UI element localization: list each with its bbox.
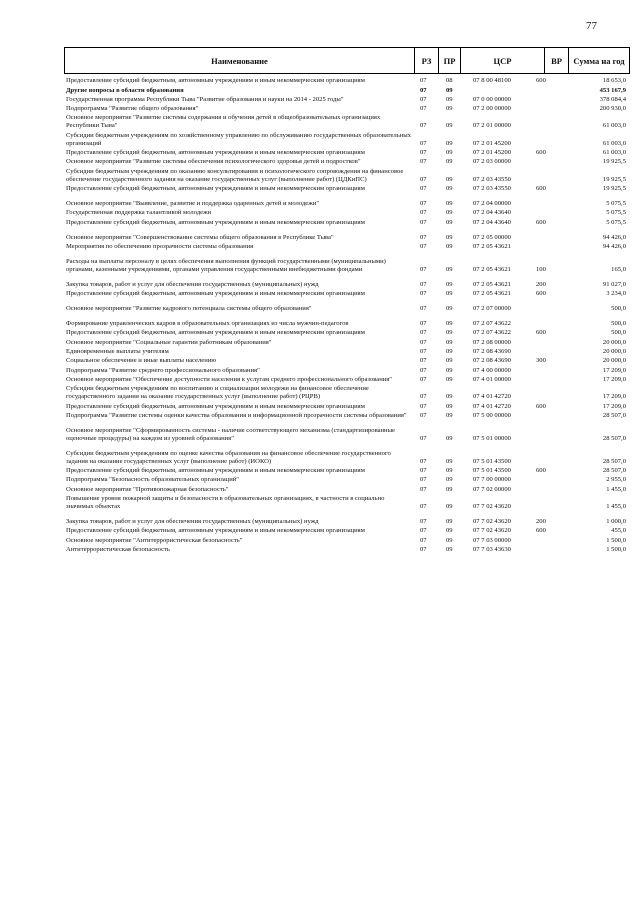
row-csr: 07 2 08 43690 [473,348,511,356]
row-vr: 300 [536,357,546,365]
row-sum: 19 925,5 [602,158,626,166]
row-csr: 07 5 00 00000 [473,411,511,419]
row-csr: 07 2 01 45200 [473,149,511,157]
row-csr: 07 0 00 00000 [473,95,511,103]
row-vr: 600 [536,184,546,192]
row-pr: 09 [446,393,453,401]
row-pr: 09 [446,402,453,410]
row-sum: 1 000,0 [606,518,626,526]
table-row [64,329,630,337]
row-sum: 18 653,0 [602,77,626,85]
row-name: Основное мероприятие "Антитеррористическая безопасность" [66,536,243,544]
row-csr: 07 2 05 43621 [473,265,511,273]
row-csr: 07 4 01 42720 [473,402,511,410]
row-pr: 09 [446,320,453,328]
row-pr: 09 [446,105,453,113]
row-csr: 07 2 05 00000 [473,233,511,241]
row-vr: 200 [536,518,546,526]
row-csr: 07 2 01 00000 [473,122,511,130]
row-pr: 09 [446,280,453,288]
row-vr: 600 [536,218,546,226]
row-name: Предоставление субсидий бюджетным, автономным учреждениям и иным некоммерческим организациям [66,402,365,410]
row-name: Основное мероприятие "Социальные гарантии работникам образования" [66,338,272,346]
row-sum: 500,0 [611,320,626,328]
row-sum: 61 003,0 [602,122,626,130]
row-csr: 07 7 02 00000 [473,485,511,493]
table-row [64,348,630,356]
row-pr: 09 [446,242,453,250]
row-sum: 455,0 [611,527,626,535]
row-name: Основное мероприятие "Развитие системы содержания и обучения детей в общеобразовательных организациях Республики Тыва" [66,114,381,130]
row-sum: 378 084,4 [599,95,626,103]
table-row [64,105,630,113]
row-sum: 17 209,0 [602,375,626,383]
row-csr: 07 5 01 00000 [473,434,511,442]
row-name: Государственная программа Республики Тыва "Развитие образования и науки на 2014 - 2025 годы" [66,95,344,103]
row-csr: 07 2 07 00000 [473,305,511,313]
row-name: Субсидии бюджетным учреждениям по оценке качества образования на финансовое обеспечение государственного задания на оказание государственных услуг (выполнение работ) (ИОКО) [66,449,391,465]
row-csr: 07 2 08 00000 [473,338,511,346]
row-name: Государственная поддержка талантливой молодежи [66,209,212,217]
table-row [64,427,630,443]
row-rz: 07 [420,393,427,401]
row-sum: 94 426,0 [602,242,626,250]
row-pr: 09 [446,86,453,94]
row-vr: 600 [536,290,546,298]
row-name: Расходы на выплаты персоналу в целях обеспечения выполнения функций государственными (муниципальными) органами, казенными учреждениями, органами управления государственными внебюджетными фондами [66,257,386,273]
page-number: 77 [586,20,597,32]
row-sum: 1 455,0 [606,485,626,493]
row-pr: 09 [446,175,453,183]
row-sum: 91 027,0 [602,280,626,288]
row-rz: 07 [420,375,427,383]
row-pr: 09 [446,536,453,544]
row-rz: 07 [420,434,427,442]
row-pr: 09 [446,545,453,553]
row-sum: 94 426,0 [602,233,626,241]
row-sum: 28 507,0 [602,434,626,442]
row-pr: 09 [446,233,453,241]
row-pr: 08 [446,77,453,85]
row-rz: 07 [420,457,427,465]
row-pr: 09 [446,122,453,130]
row-rz: 07 [420,357,427,365]
row-sum: 19 925,5 [602,184,626,192]
row-pr: 09 [446,149,453,157]
row-sum: 17 209,0 [602,402,626,410]
row-pr: 09 [446,467,453,475]
row-pr: 09 [446,338,453,346]
row-pr: 09 [446,305,453,313]
row-rz: 07 [420,467,427,475]
table-row [64,281,630,289]
row-rz: 07 [420,280,427,288]
row-csr: 07 4 00 00000 [473,366,511,374]
table-row [64,320,630,328]
row-csr: 07 2 05 43621 [473,280,511,288]
row-name: Субсидии бюджетным учреждениям по хозяйственному управлению по обслуживанию государственных образовательных организаций [66,131,411,147]
row-sum: 20 000,0 [602,357,626,365]
header-csr: ЦСР [461,48,545,73]
row-pr: 09 [446,348,453,356]
row-csr: 07 2 05 43621 [473,290,511,298]
row-pr: 09 [446,199,453,207]
row-sum: 453 167,9 [599,86,626,94]
row-pr: 09 [446,518,453,526]
row-rz: 07 [420,77,427,85]
table-body [64,76,630,554]
table-row [64,385,630,401]
row-sum: 500,0 [611,305,626,313]
row-name: Подпрограмма "Развитие системы оценки качества образования и информационной прозрачности системы образования" [66,411,407,419]
table-row [64,412,630,420]
row-rz: 07 [420,536,427,544]
row-rz: 07 [420,265,427,273]
row-name: Закупка товаров, работ и услуг для обеспечения государственных (муниципальных) нужд [66,280,319,288]
table-row [64,96,630,104]
table-row [64,450,630,466]
row-csr: 07 2 08 43690 [473,357,511,365]
table-row [64,234,630,242]
table-row [64,339,630,347]
row-csr: 07 2 04 00000 [473,199,511,207]
row-pr: 09 [446,411,453,419]
row-name: Основное мероприятие "Выявление, развитие и поддержка одаренных детей и молодежи" [66,199,320,207]
row-sum: 20 000,0 [602,338,626,346]
row-rz: 07 [420,95,427,103]
row-name: Антитеррористическая безопасность [66,545,170,553]
table-row [64,403,630,411]
row-rz: 07 [420,175,427,183]
table-row [64,114,630,130]
row-rz: 07 [420,149,427,157]
row-sum: 1 500,0 [606,536,626,544]
row-pr: 09 [446,503,453,511]
table-row [64,476,630,484]
row-rz: 07 [420,242,427,250]
table-row [64,77,630,85]
table-row [64,518,630,526]
table-row [64,290,630,298]
row-rz: 07 [420,184,427,192]
row-pr: 09 [446,329,453,337]
header-vr: ВР [545,48,569,73]
row-pr: 09 [446,375,453,383]
row-name: Предоставление субсидий бюджетным, автономным учреждениям и иным некоммерческим организациям [66,149,365,157]
row-rz: 07 [420,545,427,553]
row-pr: 09 [446,184,453,192]
row-pr: 09 [446,357,453,365]
row-rz: 07 [420,122,427,130]
row-name: Социальное обеспечение и иные выплаты населению [66,357,217,365]
row-name: Основное мероприятие "Обеспечение доступности населения к услугам среднего профессионального образования" [66,375,392,383]
row-rz: 07 [420,290,427,298]
row-sum: 28 507,0 [602,457,626,465]
row-csr: 07 7 02 43620 [473,527,511,535]
row-pr: 09 [446,218,453,226]
row-rz: 07 [420,476,427,484]
row-csr: 07 2 07 43622 [473,329,511,337]
table-row [64,158,630,166]
row-name: Субсидии бюджетным учреждениям по оказанию консультирования и психологического сопровождения на финансовое обеспечение государственного задания на оказание государственных услуг (выполнение работ) (ЦДКиПС) [66,167,404,183]
row-csr: 07 7 03 43630 [473,545,511,553]
row-rz: 07 [420,105,427,113]
row-csr: 07 2 00 00000 [473,105,511,113]
table-row [64,168,630,184]
row-name: Основное мероприятие "Развитие системы обеспечения психологического здоровья детей и подростков" [66,158,361,166]
row-rz: 07 [420,329,427,337]
row-csr: 07 2 07 43622 [473,320,511,328]
row-csr: 07 8 00 48100 [473,77,511,85]
row-pr: 09 [446,95,453,103]
row-name: Предоставление субсидий бюджетным, автономным учреждениям и иным некоммерческим организациям [66,218,365,226]
table-row [64,546,630,554]
row-rz: 07 [420,402,427,410]
row-sum: 17 209,0 [602,366,626,374]
row-sum: 61 003,0 [602,139,626,147]
row-rz: 07 [420,527,427,535]
row-vr: 100 [536,265,546,273]
row-csr: 07 2 05 43621 [473,242,511,250]
row-rz: 07 [420,158,427,166]
row-rz: 07 [420,485,427,493]
table-row [64,467,630,475]
row-name: Предоставление субсидий бюджетным, автономным учреждениям и иным некоммерческим организациям [66,290,365,298]
row-name: Основное мероприятие "Развитие кадрового потенциала системы общего образования" [66,305,312,313]
row-name: Основное мероприятие "Сформированность системы - наличие соответствующего механизма (стандартизированные оценочные процедуры) на каждом из уровней образования" [66,426,395,442]
row-rz: 07 [420,320,427,328]
row-name: Закупка товаров, работ и услуг для обеспечения государственных (муниципальных) нужд [66,518,319,526]
header-sum: Сумма на год [573,55,625,66]
row-csr: 07 7 02 43620 [473,503,511,511]
row-pr: 09 [446,158,453,166]
row-rz: 07 [420,366,427,374]
table-row [64,87,630,95]
row-pr: 09 [446,290,453,298]
row-rz: 07 [420,218,427,226]
table-row [64,209,630,217]
row-name: Мероприятия по обеспечению прозрачности системы образования [66,242,254,250]
row-pr: 09 [446,366,453,374]
row-pr: 09 [446,209,453,217]
row-vr: 600 [536,329,546,337]
row-csr: 07 7 03 00000 [473,536,511,544]
row-sum: 5 075,5 [606,199,626,207]
table-row [64,305,630,313]
row-pr: 09 [446,527,453,535]
row-rz: 07 [420,338,427,346]
row-name: Другие вопросы в области образования [66,86,184,94]
table-row [64,219,630,227]
row-rz: 07 [420,139,427,147]
row-csr: 07 5 01 43500 [473,467,511,475]
row-pr: 09 [446,476,453,484]
row-pr: 09 [446,485,453,493]
row-name: Основное мероприятие "Противопожарная безопасность" [66,485,229,493]
row-rz: 07 [420,411,427,419]
row-sum: 5 075,5 [606,218,626,226]
row-sum: 200 930,0 [599,105,626,113]
row-vr: 600 [536,467,546,475]
table-row [64,495,630,511]
row-name: Единовременные выплаты учителям [66,348,169,356]
row-pr: 09 [446,139,453,147]
row-csr: 07 2 03 43550 [473,184,511,192]
table-row [64,527,630,535]
row-csr: 07 2 03 00000 [473,158,511,166]
row-sum: 1 455,0 [606,503,626,511]
header-name: Наименование [65,48,415,73]
row-csr: 07 5 01 43500 [473,457,511,465]
row-sum: 165,0 [611,265,626,273]
row-rz: 07 [420,503,427,511]
row-rz: 07 [420,348,427,356]
row-name: Повышение уровня пожарной защиты и безопасности в образовательных организациях, в частности в социально значимых объектах [66,495,385,511]
row-sum: 20 000,0 [602,348,626,356]
row-vr: 200 [536,280,546,288]
header-rz: РЗ [415,48,439,73]
row-name: Подпрограмма "Развитие среднего профессионального образования" [66,366,260,374]
row-name: Предоставление субсидий бюджетным, автономным учреждениям и иным некоммерческим организациям [66,329,365,337]
row-rz: 07 [420,233,427,241]
row-rz: 07 [420,199,427,207]
row-csr: 07 2 04 43640 [473,209,511,217]
row-rz: 07 [420,209,427,217]
row-sum: 2 955,0 [606,476,626,484]
row-csr: 07 2 01 45200 [473,139,511,147]
table-row [64,200,630,208]
row-name: Предоставление субсидий бюджетным, автономным учреждениям и иным некоммерческим организациям [66,77,365,85]
row-name: Субсидии бюджетным учреждениям по воспитанию и социализации молодежи на финансовое обеспечение государственного задания на оказание государственных услуг (выполнение работ) (РЦРВ) [66,385,369,401]
table-row [64,149,630,157]
row-name: Формирование управленческих кадров в образовательных организациях из числа мужчин-педагогов [66,320,349,328]
row-sum: 28 507,0 [602,411,626,419]
row-csr: 07 4 01 00000 [473,375,511,383]
row-csr: 07 4 01 42720 [473,393,511,401]
row-pr: 09 [446,457,453,465]
row-csr: 07 2 03 43550 [473,175,511,183]
table-header [64,47,630,74]
table-row [64,258,630,274]
row-name: Предоставление субсидий бюджетным, автономным учреждениям и иным некоммерческим организациям [66,184,365,192]
row-sum: 5 075,5 [606,209,626,217]
table-row [64,367,630,375]
row-pr: 09 [446,265,453,273]
row-name: Предоставление субсидий бюджетным, автономным учреждениям и иным некоммерческим организациям [66,527,365,535]
row-vr: 600 [536,149,546,157]
row-vr: 600 [536,527,546,535]
row-csr: 07 7 02 43620 [473,518,511,526]
row-rz: 07 [420,518,427,526]
row-vr: 600 [536,77,546,85]
table-row [64,486,630,494]
row-sum: 17 209,0 [602,393,626,401]
row-csr: 07 2 04 43640 [473,218,511,226]
table-row [64,376,630,384]
row-sum: 61 003,0 [602,149,626,157]
row-sum: 500,0 [611,329,626,337]
table-row [64,185,630,193]
row-rz: 07 [420,86,427,94]
table-row [64,357,630,365]
row-sum: 28 507,0 [602,467,626,475]
row-name: Предоставление субсидий бюджетным, автономным учреждениям и иным некоммерческим организациям [66,467,365,475]
row-pr: 09 [446,434,453,442]
table-row [64,132,630,148]
table-row [64,537,630,545]
header-pr: ПР [439,48,461,73]
row-sum: 1 500,0 [606,545,626,553]
table-row [64,243,630,251]
row-sum: 3 234,0 [606,290,626,298]
row-name: Основное мероприятие "Совершенствование системы общего образования в Республике Тыва" [66,233,334,241]
row-name: Подпрограмма "Развитие общего образования" [66,105,199,113]
row-sum: 19 925,5 [602,175,626,183]
row-vr: 600 [536,402,546,410]
row-csr: 07 7 00 00000 [473,476,511,484]
row-rz: 07 [420,305,427,313]
row-name: Подпрограмма "Безопасность образовательных организаций" [66,476,239,484]
